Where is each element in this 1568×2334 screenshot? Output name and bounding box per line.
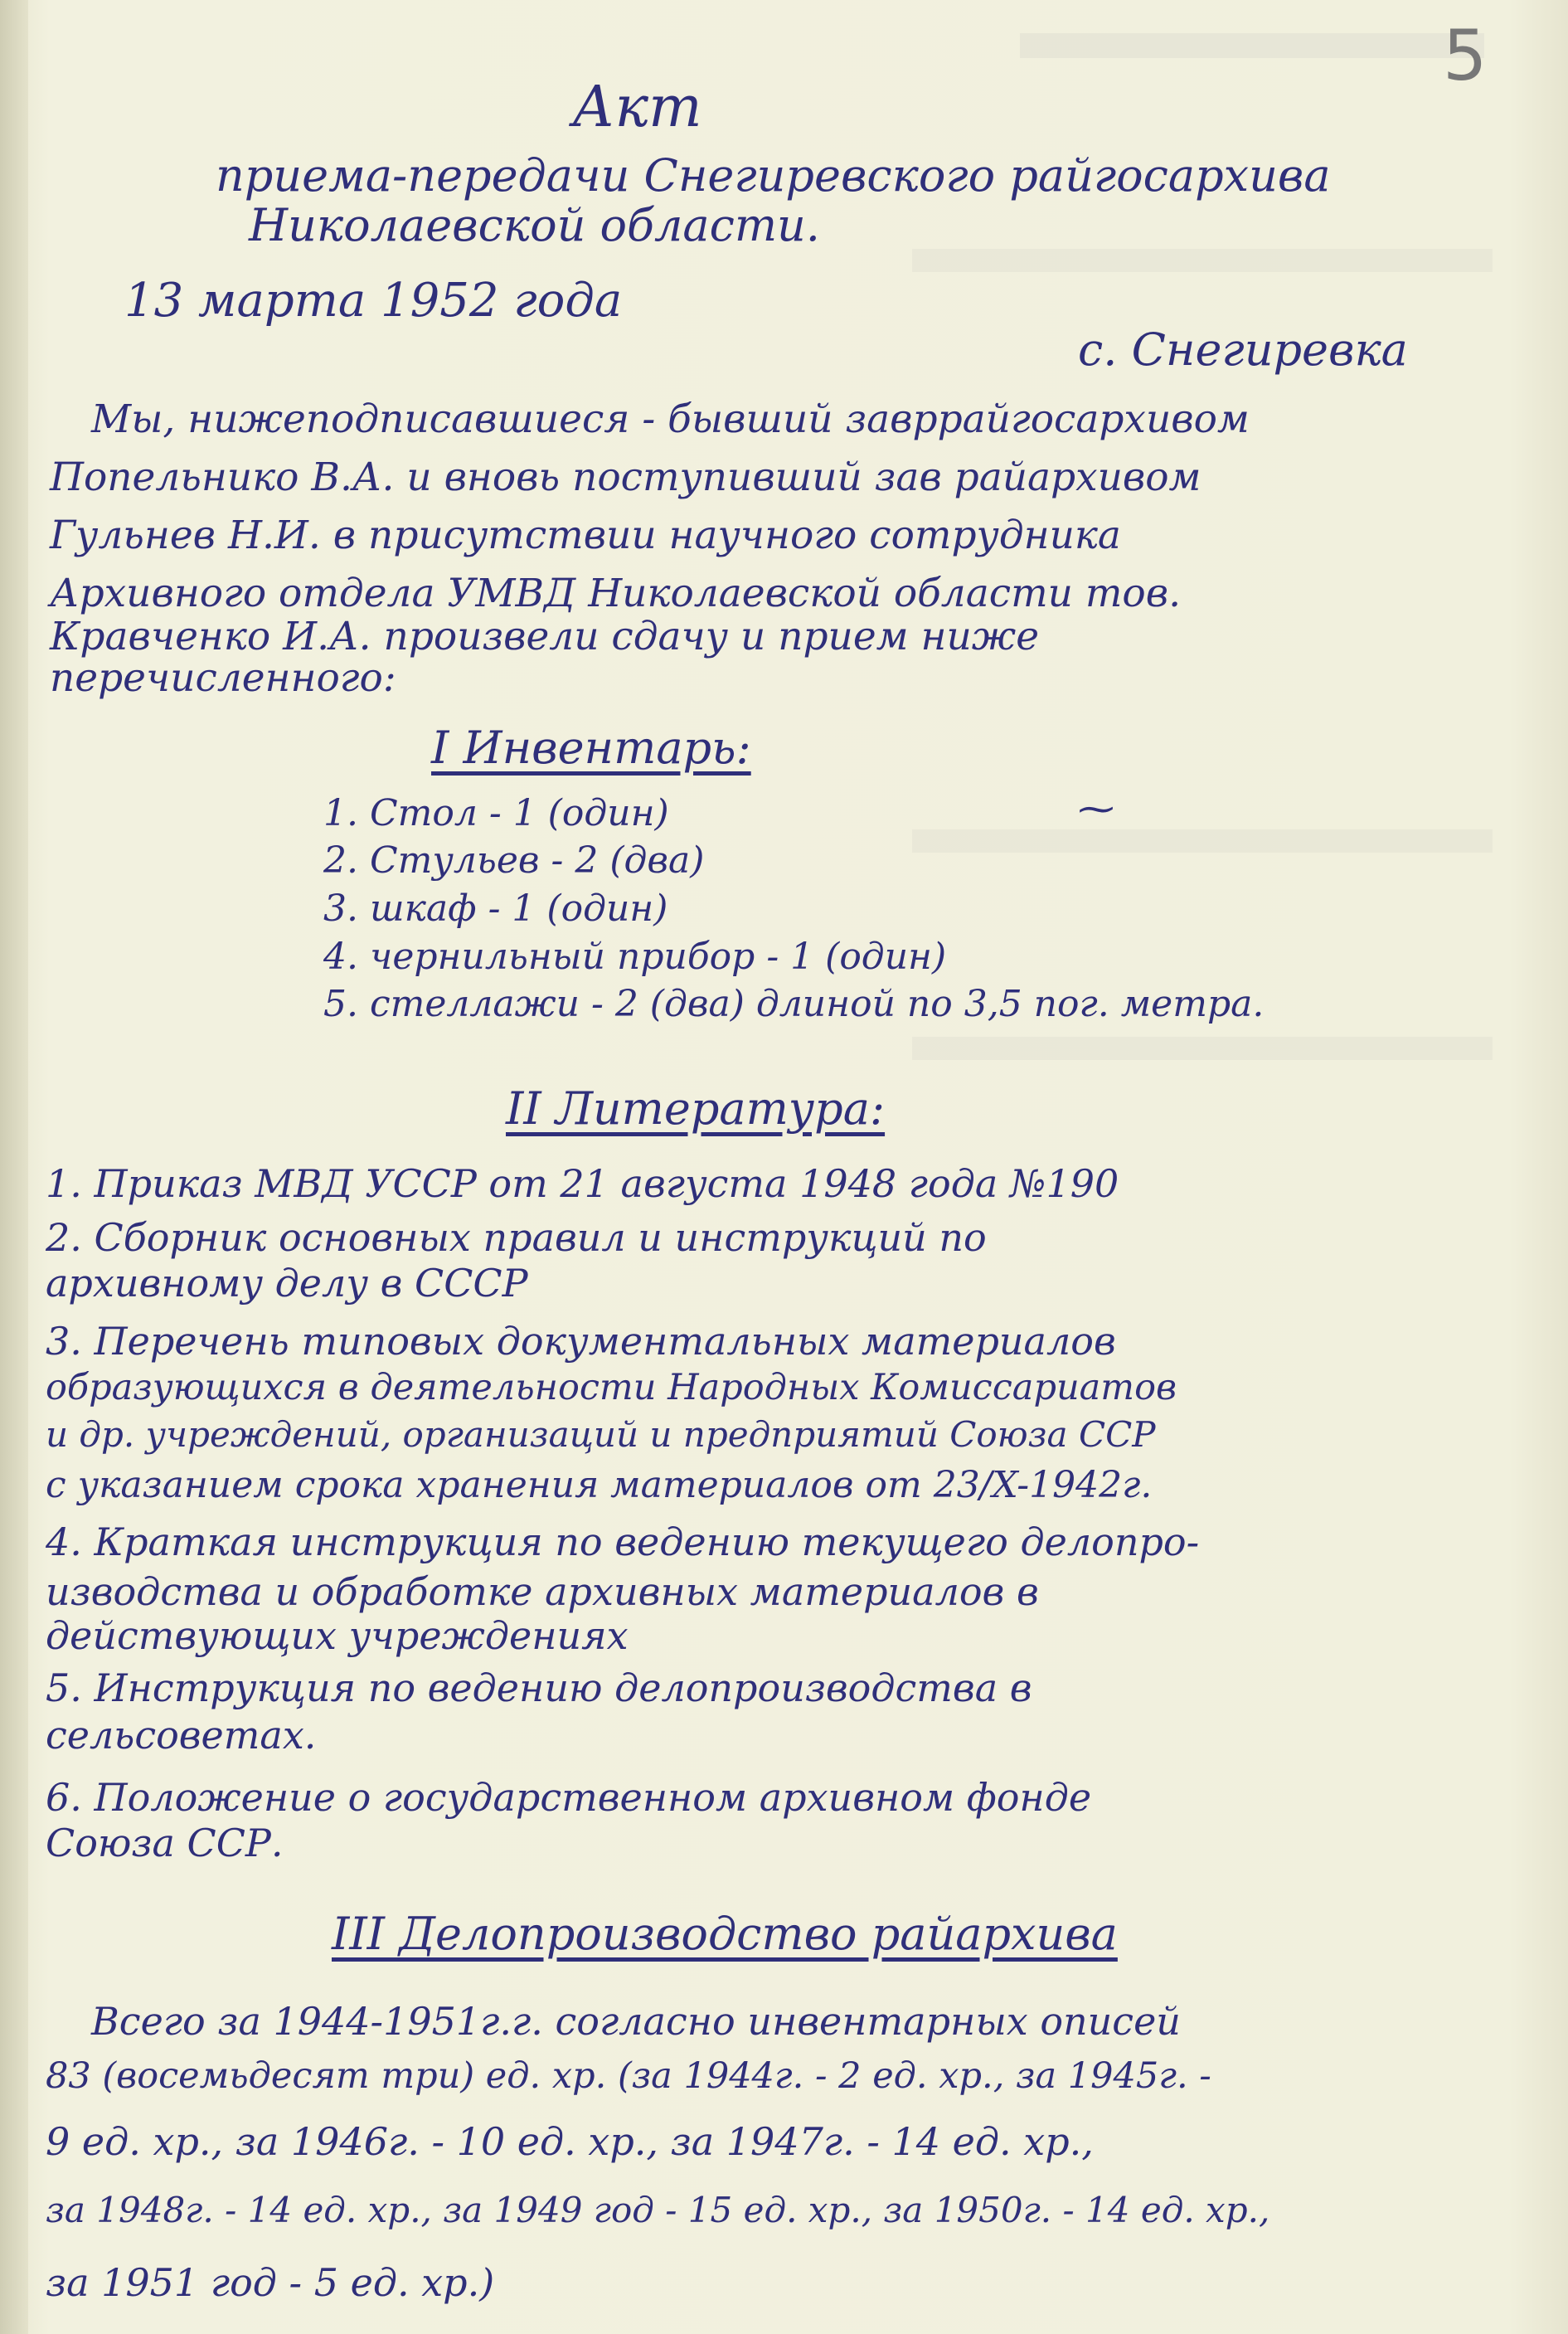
bleed-through-mark bbox=[1020, 33, 1484, 58]
literature-line: 6. Положение о государственном архивном фонде bbox=[46, 1775, 1092, 1820]
document-title: Акт bbox=[572, 75, 702, 140]
inventory-item: 4. чернильный прибор - 1 (один) bbox=[323, 936, 947, 978]
intro-line: Гульнев Н.И. в присутствии научного сотрудника bbox=[50, 513, 1121, 558]
inventory-item: 2. Стульев - 2 (два) bbox=[323, 839, 705, 882]
intro-line: Попельнико В.А. и вновь поступивший зав райархивом bbox=[50, 455, 1201, 500]
section-inventory-heading bbox=[431, 722, 751, 774]
check-mark: ⁓ bbox=[1078, 788, 1114, 830]
literature-line: 5. Инструкция по ведению делопроизводства в bbox=[46, 1665, 1032, 1710]
bleed-through-mark bbox=[912, 829, 1493, 853]
document-place: с. Снегиревка bbox=[1078, 323, 1408, 376]
intro-line: Кравченко И.А. произвели сдачу и прием ниже bbox=[50, 614, 1040, 659]
intro-line: перечисленного: bbox=[50, 655, 396, 701]
section-heading-text: III Делопроизводство райархива bbox=[332, 1908, 1118, 1960]
literature-line: 1. Приказ МВД УССР от 21 августа 1948 года №190 bbox=[46, 1161, 1119, 1206]
inventory-item: 5. стеллажи - 2 (два) длиной по 3,5 пог. метра. bbox=[323, 983, 1265, 1025]
inventory-item: 3. шкаф - 1 (один) bbox=[323, 887, 668, 930]
records-line: 83 (восемьдесят три) ед. хр. (за 1944г. - 2 ед. хр., за 1945г. - bbox=[46, 2055, 1211, 2097]
document-subtitle-line: приема-передачи Снегиревского райгосархива bbox=[216, 149, 1331, 202]
literature-line: 4. Краткая инструкция по ведению текущего делопро- bbox=[46, 1520, 1200, 1564]
literature-line: 3. Перечень типовых документальных материалов bbox=[46, 1319, 1116, 1364]
document-subtitle-line: Николаевской области. bbox=[249, 199, 820, 251]
section-records-heading bbox=[332, 1908, 1118, 1960]
section-literature-heading bbox=[506, 1082, 885, 1135]
literature-line: изводства и обработке архивных материалов в bbox=[46, 1569, 1039, 1614]
document-date: 13 марта 1952 года bbox=[124, 274, 623, 328]
intro-line: Мы, нижеподписавшиеся - бывший завррайгосархивом bbox=[91, 396, 1250, 442]
section-heading-text: II Литература: bbox=[506, 1082, 886, 1135]
records-line: за 1948г. - 14 ед. хр., за 1949 год - 15 ед. хр., за 1950г. - 14 ед. хр., bbox=[46, 2190, 1270, 2230]
literature-line: 2. Сборник основных правил и инструкций по bbox=[46, 1215, 987, 1260]
literature-line: образующихся в деятельности Народных Комиссариатов bbox=[46, 1367, 1177, 1408]
literature-line: с указанием срока хранения материалов от 23/X-1942г. bbox=[46, 1464, 1153, 1506]
section-heading-text: I Инвентарь: bbox=[431, 722, 751, 774]
literature-line: действующих учреждениях bbox=[46, 1613, 629, 1658]
bleed-through-mark bbox=[912, 249, 1493, 272]
page-binding-edge bbox=[0, 0, 28, 2334]
literature-line: и др. учреждений, организаций и предприятий Союза ССР bbox=[46, 1414, 1156, 1455]
records-line: 9 ед. хр., за 1946г. - 10 ед. хр., за 1947г. - 14 ед. хр., bbox=[46, 2119, 1094, 2164]
intro-line: Архивного отдела УМВД Николаевской области тов. bbox=[50, 571, 1182, 616]
literature-line: Союза ССР. bbox=[46, 1821, 284, 1865]
records-line: за 1951 год - 5 ед. хр.) bbox=[46, 2260, 495, 2305]
page-number: 5 bbox=[1443, 15, 1488, 96]
literature-line: архивному делу в СССР bbox=[46, 1261, 528, 1306]
inventory-item: 1. Стол - 1 (один) bbox=[323, 792, 669, 834]
records-line: Всего за 1944-1951г.г. согласно инвентарных описей bbox=[91, 1999, 1181, 2044]
literature-line: сельсоветах. bbox=[46, 1713, 317, 1758]
bleed-through-mark bbox=[912, 1037, 1493, 1060]
